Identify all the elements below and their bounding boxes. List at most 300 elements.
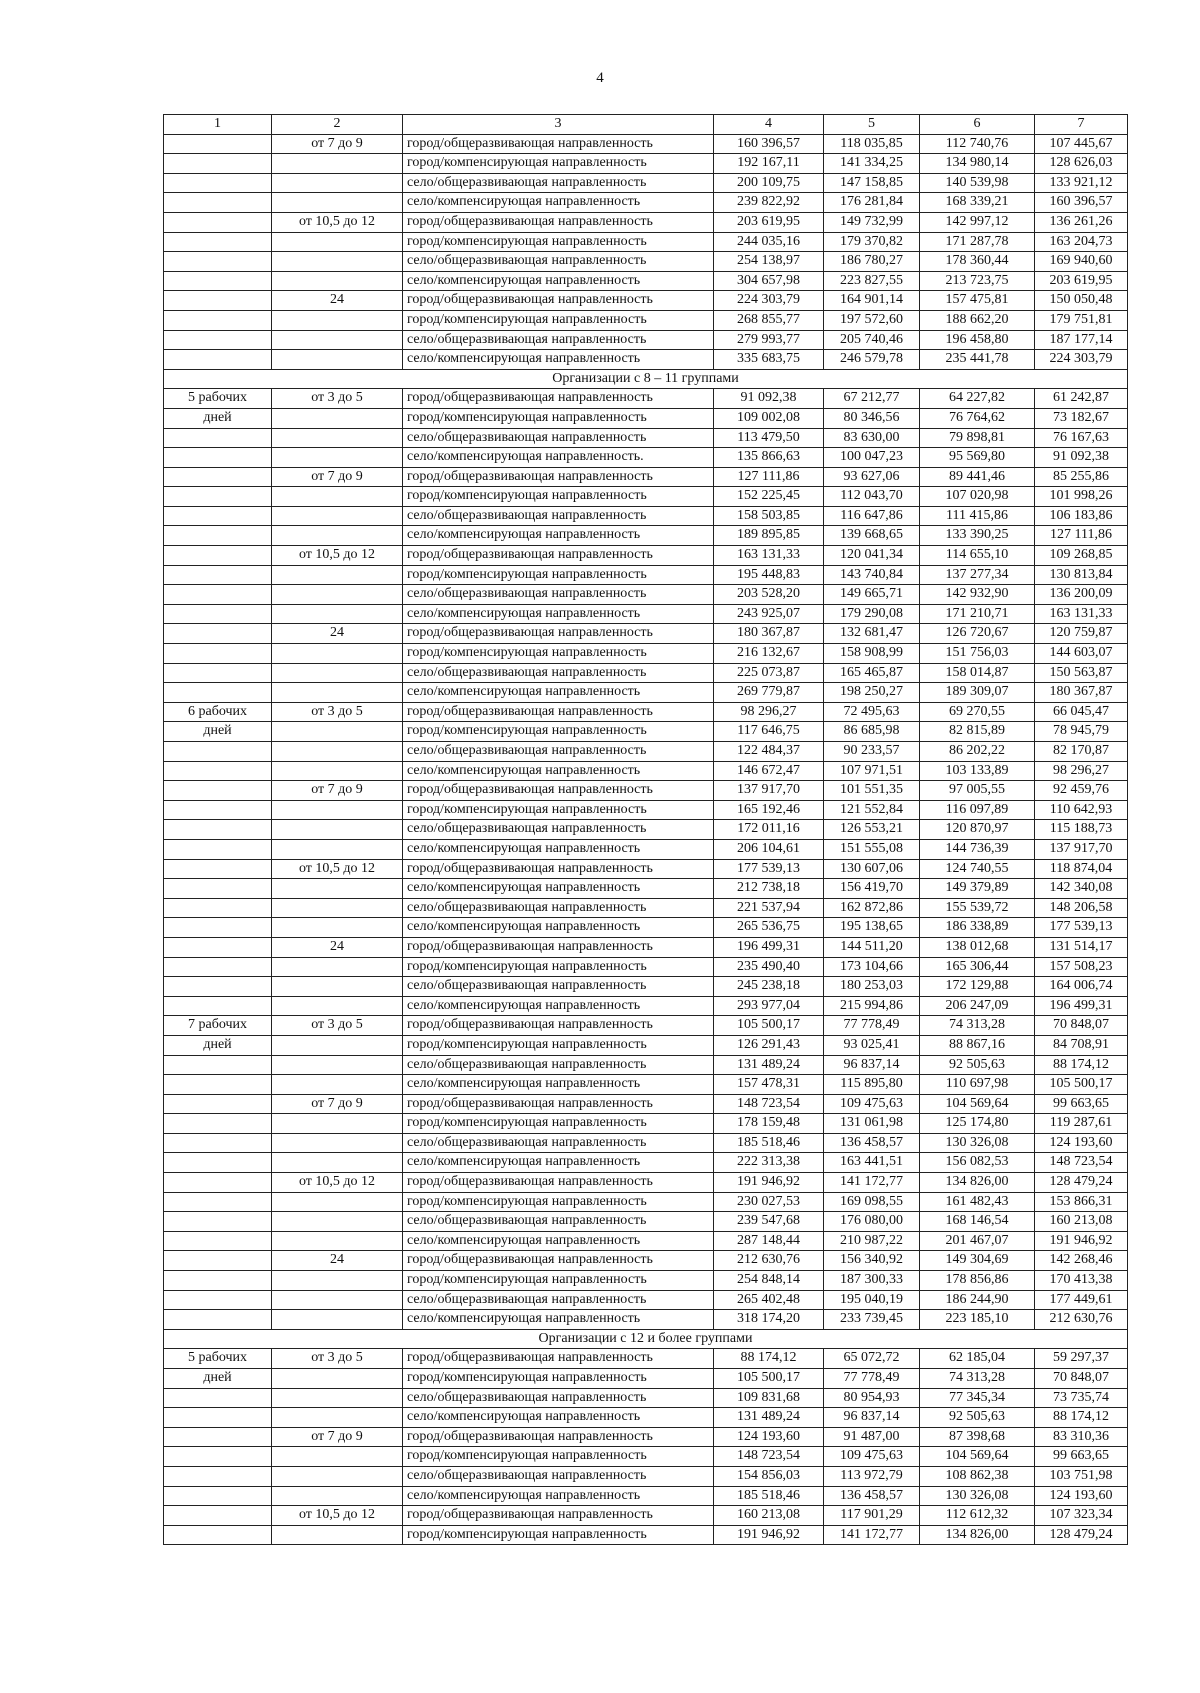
area-direction-cell: село/компенсирующая направленность	[403, 271, 714, 291]
hours-cell	[272, 310, 403, 330]
work-days-cell	[164, 957, 272, 977]
value-cell-col7: 128 479,24	[1035, 1525, 1128, 1545]
table-row	[164, 546, 1128, 566]
area-direction-cell: село/общеразвивающая направленность	[403, 742, 714, 762]
value-cell-col5: 113 972,79	[824, 1466, 920, 1486]
value-cell-col4: 245 238,18	[714, 977, 824, 997]
area-direction-cell: село/компенсирующая направленность	[403, 761, 714, 781]
hours-cell	[272, 1133, 403, 1153]
value-cell-col6: 79 898,81	[920, 428, 1035, 448]
value-cell-col6: 186 244,90	[920, 1290, 1035, 1310]
value-cell-col5: 139 668,65	[824, 526, 920, 546]
value-cell-col4: 195 448,83	[714, 565, 824, 585]
value-cell-col5: 67 212,77	[824, 389, 920, 409]
value-cell-col4: 91 092,38	[714, 389, 824, 409]
value-cell-col4: 304 657,98	[714, 271, 824, 291]
hours-cell	[272, 879, 403, 899]
value-cell-col5: 165 465,87	[824, 663, 920, 683]
value-cell-col6: 64 227,82	[920, 389, 1035, 409]
header-cell-5: 5	[824, 115, 920, 135]
value-cell-col6: 87 398,68	[920, 1427, 1035, 1447]
value-cell-col7: 133 921,12	[1035, 173, 1128, 193]
work-days-cell	[164, 1427, 272, 1447]
table-row	[164, 1231, 1128, 1251]
value-cell-col4: 160 213,08	[714, 1506, 824, 1526]
value-cell-col4: 189 895,85	[714, 526, 824, 546]
value-cell-col6: 144 736,39	[920, 839, 1035, 859]
value-cell-col5: 179 370,82	[824, 232, 920, 252]
value-cell-col5: 72 495,63	[824, 702, 920, 722]
work-days-cell	[164, 879, 272, 899]
value-cell-col4: 127 111,86	[714, 467, 824, 487]
hours-cell	[272, 800, 403, 820]
table-row	[164, 1133, 1128, 1153]
value-cell-col4: 235 490,40	[714, 957, 824, 977]
value-cell-col7: 73 182,67	[1035, 408, 1128, 428]
hours-cell	[272, 1408, 403, 1428]
table-row	[164, 800, 1128, 820]
value-cell-col7: 157 508,23	[1035, 957, 1128, 977]
work-days-cell	[164, 1094, 272, 1114]
value-cell-col7: 120 759,87	[1035, 624, 1128, 644]
value-cell-col5: 131 061,98	[824, 1114, 920, 1134]
value-cell-col6: 77 345,34	[920, 1388, 1035, 1408]
table-row	[164, 1192, 1128, 1212]
value-cell-col5: 116 647,86	[824, 506, 920, 526]
value-cell-col5: 65 072,72	[824, 1349, 920, 1369]
hours-cell	[272, 506, 403, 526]
value-cell-col5: 162 872,86	[824, 898, 920, 918]
value-cell-col7: 170 413,38	[1035, 1271, 1128, 1291]
value-cell-col4: 148 723,54	[714, 1094, 824, 1114]
value-cell-col4: 239 822,92	[714, 193, 824, 213]
table-row	[164, 565, 1128, 585]
value-cell-col5: 80 954,93	[824, 1388, 920, 1408]
table-row	[164, 134, 1128, 154]
area-direction-cell: село/компенсирующая направленность	[403, 604, 714, 624]
value-cell-col7: 131 514,17	[1035, 937, 1128, 957]
work-days-cell	[164, 1506, 272, 1526]
work-days-cell	[164, 173, 272, 193]
work-days-cell	[164, 487, 272, 507]
work-days-cell	[164, 350, 272, 370]
work-days-cell	[164, 506, 272, 526]
hours-cell	[272, 1486, 403, 1506]
hours-cell: от 3 до 5	[272, 1349, 403, 1369]
value-cell-col4: 335 683,75	[714, 350, 824, 370]
table-row	[164, 154, 1128, 174]
area-direction-cell: город/общеразвивающая направленность	[403, 702, 714, 722]
work-days-cell	[164, 918, 272, 938]
value-cell-col5: 77 778,49	[824, 1369, 920, 1389]
hours-cell	[272, 1388, 403, 1408]
hours-cell	[272, 1231, 403, 1251]
value-cell-col4: 124 193,60	[714, 1427, 824, 1447]
table-row	[164, 310, 1128, 330]
value-cell-col5: 141 172,77	[824, 1173, 920, 1193]
value-cell-col4: 269 779,87	[714, 683, 824, 703]
area-direction-cell: город/компенсирующая направленность	[403, 644, 714, 664]
value-cell-col7: 105 500,17	[1035, 1075, 1128, 1095]
table-row	[164, 1075, 1128, 1095]
area-direction-cell: город/компенсирующая направленность	[403, 487, 714, 507]
value-cell-col4: 279 993,77	[714, 330, 824, 350]
table-row	[164, 937, 1128, 957]
value-cell-col6: 97 005,55	[920, 781, 1035, 801]
value-cell-col4: 178 159,48	[714, 1114, 824, 1134]
value-cell-col7: 177 539,13	[1035, 918, 1128, 938]
value-cell-col4: 154 856,03	[714, 1466, 824, 1486]
value-cell-col6: 69 270,55	[920, 702, 1035, 722]
work-days-cell	[164, 585, 272, 605]
work-days-cell	[164, 252, 272, 272]
value-cell-col7: 59 297,37	[1035, 1349, 1128, 1369]
value-cell-col6: 201 467,07	[920, 1231, 1035, 1251]
value-cell-col6: 110 697,98	[920, 1075, 1035, 1095]
hours-cell: 24	[272, 291, 403, 311]
value-cell-col4: 196 499,31	[714, 937, 824, 957]
work-days-cell	[164, 310, 272, 330]
value-cell-col4: 113 479,50	[714, 428, 824, 448]
value-cell-col6: 74 313,28	[920, 1016, 1035, 1036]
hours-cell	[272, 1212, 403, 1232]
value-cell-col6: 213 723,75	[920, 271, 1035, 291]
value-cell-col6: 95 569,80	[920, 448, 1035, 468]
area-direction-cell: город/общеразвивающая направленность	[403, 859, 714, 879]
hours-cell	[272, 1310, 403, 1330]
hours-cell	[272, 232, 403, 252]
value-cell-col7: 107 445,67	[1035, 134, 1128, 154]
value-cell-col5: 115 895,80	[824, 1075, 920, 1095]
value-cell-col4: 148 723,54	[714, 1447, 824, 1467]
value-cell-col5: 180 253,03	[824, 977, 920, 997]
area-direction-cell: село/общеразвивающая направленность	[403, 506, 714, 526]
value-cell-col5: 120 041,34	[824, 546, 920, 566]
value-cell-col7: 101 998,26	[1035, 487, 1128, 507]
value-cell-col4: 243 925,07	[714, 604, 824, 624]
value-cell-col6: 142 997,12	[920, 212, 1035, 232]
area-direction-cell: город/компенсирующая направленность	[403, 408, 714, 428]
area-direction-cell: село/общеразвивающая направленность	[403, 663, 714, 683]
table-row	[164, 761, 1128, 781]
hours-cell: от 7 до 9	[272, 781, 403, 801]
hours-cell	[272, 526, 403, 546]
value-cell-col4: 192 167,11	[714, 154, 824, 174]
value-cell-col7: 103 751,98	[1035, 1466, 1128, 1486]
value-cell-col5: 151 555,08	[824, 839, 920, 859]
value-cell-col7: 144 603,07	[1035, 644, 1128, 664]
value-cell-col6: 92 505,63	[920, 1408, 1035, 1428]
value-cell-col4: 135 866,63	[714, 448, 824, 468]
value-cell-col6: 196 458,80	[920, 330, 1035, 350]
hours-cell	[272, 957, 403, 977]
value-cell-col7: 83 310,36	[1035, 1427, 1128, 1447]
value-cell-col6: 108 862,38	[920, 1466, 1035, 1486]
table-row	[164, 1388, 1128, 1408]
table-row	[164, 1486, 1128, 1506]
hours-cell	[272, 1290, 403, 1310]
value-cell-col5: 186 780,27	[824, 252, 920, 272]
area-direction-cell: город/компенсирующая направленность	[403, 310, 714, 330]
value-cell-col6: 62 185,04	[920, 1349, 1035, 1369]
value-cell-col7: 70 848,07	[1035, 1016, 1128, 1036]
hours-cell	[272, 1153, 403, 1173]
table-row	[164, 879, 1128, 899]
hours-cell	[272, 742, 403, 762]
area-direction-cell: село/общеразвивающая направленность	[403, 820, 714, 840]
hours-cell	[272, 487, 403, 507]
area-direction-cell: село/общеразвивающая направленность	[403, 173, 714, 193]
table-row	[164, 1349, 1128, 1369]
table-row	[164, 1251, 1128, 1271]
value-cell-col7: 169 940,60	[1035, 252, 1128, 272]
hours-cell	[272, 898, 403, 918]
work-days-cell	[164, 742, 272, 762]
hours-cell	[272, 408, 403, 428]
value-cell-col6: 171 287,78	[920, 232, 1035, 252]
work-days-cell	[164, 663, 272, 683]
value-cell-col7: 128 626,03	[1035, 154, 1128, 174]
value-cell-col7: 142 268,46	[1035, 1251, 1128, 1271]
table-row	[164, 1408, 1128, 1428]
hours-cell	[272, 350, 403, 370]
value-cell-col4: 131 489,24	[714, 1408, 824, 1428]
value-cell-col6: 133 390,25	[920, 526, 1035, 546]
value-cell-col7: 98 296,27	[1035, 761, 1128, 781]
hours-cell	[272, 1271, 403, 1291]
value-cell-col5: 80 346,56	[824, 408, 920, 428]
value-cell-col6: 172 129,88	[920, 977, 1035, 997]
hours-cell	[272, 604, 403, 624]
value-cell-col6: 134 980,14	[920, 154, 1035, 174]
area-direction-cell: город/компенсирующая направленность	[403, 722, 714, 742]
value-cell-col5: 136 458,57	[824, 1486, 920, 1506]
value-cell-col5: 169 098,55	[824, 1192, 920, 1212]
area-direction-cell: село/компенсирующая направленность	[403, 1153, 714, 1173]
value-cell-col7: 119 287,61	[1035, 1114, 1128, 1134]
work-days-cell	[164, 977, 272, 997]
value-cell-col4: 152 225,45	[714, 487, 824, 507]
value-cell-col5: 107 971,51	[824, 761, 920, 781]
value-cell-col4: 131 489,24	[714, 1055, 824, 1075]
hours-cell: от 3 до 5	[272, 1016, 403, 1036]
work-days-cell	[164, 154, 272, 174]
work-days-cell: дней	[164, 1035, 272, 1055]
value-cell-col7: 163 204,73	[1035, 232, 1128, 252]
value-cell-col4: 254 138,97	[714, 252, 824, 272]
table-row	[164, 996, 1128, 1016]
hours-cell: от 3 до 5	[272, 389, 403, 409]
value-cell-col6: 82 815,89	[920, 722, 1035, 742]
value-cell-col7: 124 193,60	[1035, 1133, 1128, 1153]
work-days-cell: 6 рабочих	[164, 702, 272, 722]
hours-cell	[272, 722, 403, 742]
value-cell-col6: 126 720,67	[920, 624, 1035, 644]
hours-cell	[272, 683, 403, 703]
value-cell-col4: 146 672,47	[714, 761, 824, 781]
value-cell-col4: 265 536,75	[714, 918, 824, 938]
area-direction-cell: село/компенсирующая направленность	[403, 1408, 714, 1428]
value-cell-col5: 117 901,29	[824, 1506, 920, 1526]
work-days-cell	[164, 800, 272, 820]
work-days-cell	[164, 1310, 272, 1330]
table-row	[164, 408, 1128, 428]
value-cell-col7: 127 111,86	[1035, 526, 1128, 546]
section-row	[164, 1329, 1128, 1349]
table-row	[164, 291, 1128, 311]
work-days-cell	[164, 624, 272, 644]
table-row	[164, 644, 1128, 664]
value-cell-col4: 200 109,75	[714, 173, 824, 193]
value-cell-col7: 128 479,24	[1035, 1173, 1128, 1193]
header-cell-3: 3	[403, 115, 714, 135]
value-cell-col4: 177 539,13	[714, 859, 824, 879]
area-direction-cell: город/общеразвивающая направленность	[403, 1506, 714, 1526]
work-days-cell	[164, 428, 272, 448]
table-row	[164, 1016, 1128, 1036]
table-row	[164, 487, 1128, 507]
hours-cell	[272, 1114, 403, 1134]
area-direction-cell: село/общеразвивающая направленность	[403, 428, 714, 448]
table-row	[164, 859, 1128, 879]
value-cell-col6: 223 185,10	[920, 1310, 1035, 1330]
table-row	[164, 604, 1128, 624]
value-cell-col5: 132 681,47	[824, 624, 920, 644]
value-cell-col5: 121 552,84	[824, 800, 920, 820]
value-cell-col4: 137 917,70	[714, 781, 824, 801]
area-direction-cell: город/общеразвивающая направленность	[403, 1094, 714, 1114]
table-row	[164, 977, 1128, 997]
value-cell-col5: 101 551,35	[824, 781, 920, 801]
table-row	[164, 1271, 1128, 1291]
area-direction-cell: село/компенсирующая направленность	[403, 683, 714, 703]
value-cell-col7: 187 177,14	[1035, 330, 1128, 350]
table-row	[164, 1427, 1128, 1447]
work-days-cell	[164, 859, 272, 879]
header-row	[164, 115, 1128, 135]
value-cell-col5: 118 035,85	[824, 134, 920, 154]
value-cell-col7: 109 268,85	[1035, 546, 1128, 566]
area-direction-cell: село/общеразвивающая направленность	[403, 252, 714, 272]
value-cell-col4: 157 478,31	[714, 1075, 824, 1095]
hours-cell	[272, 1466, 403, 1486]
value-cell-col4: 203 619,95	[714, 212, 824, 232]
hours-cell	[272, 565, 403, 585]
value-cell-col6: 137 277,34	[920, 565, 1035, 585]
value-cell-col5: 195 138,65	[824, 918, 920, 938]
hours-cell: от 7 до 9	[272, 467, 403, 487]
value-cell-col5: 83 630,00	[824, 428, 920, 448]
value-cell-col5: 93 025,41	[824, 1035, 920, 1055]
value-cell-col4: 206 104,61	[714, 839, 824, 859]
hours-cell	[272, 1035, 403, 1055]
work-days-cell	[164, 1447, 272, 1467]
value-cell-col7: 160 213,08	[1035, 1212, 1128, 1232]
table-row	[164, 428, 1128, 448]
value-cell-col6: 111 415,86	[920, 506, 1035, 526]
table-row	[164, 389, 1128, 409]
value-cell-col4: 244 035,16	[714, 232, 824, 252]
value-cell-col4: 191 946,92	[714, 1525, 824, 1545]
value-cell-col5: 173 104,66	[824, 957, 920, 977]
table-row	[164, 1310, 1128, 1330]
area-direction-cell: город/компенсирующая направленность	[403, 1369, 714, 1389]
value-cell-col7: 88 174,12	[1035, 1408, 1128, 1428]
value-cell-col7: 224 303,79	[1035, 350, 1128, 370]
value-cell-col5: 205 740,46	[824, 330, 920, 350]
value-cell-col4: 224 303,79	[714, 291, 824, 311]
work-days-cell	[164, 898, 272, 918]
value-cell-col7: 78 945,79	[1035, 722, 1128, 742]
value-cell-col5: 164 901,14	[824, 291, 920, 311]
value-cell-col5: 93 627,06	[824, 467, 920, 487]
value-cell-col4: 230 027,53	[714, 1192, 824, 1212]
value-cell-col4: 122 484,37	[714, 742, 824, 762]
value-cell-col7: 61 242,87	[1035, 389, 1128, 409]
table-row	[164, 781, 1128, 801]
value-cell-col5: 163 441,51	[824, 1153, 920, 1173]
value-cell-col7: 130 813,84	[1035, 565, 1128, 585]
area-direction-cell: город/компенсирующая направленность	[403, 1447, 714, 1467]
value-cell-col6: 186 338,89	[920, 918, 1035, 938]
hours-cell	[272, 839, 403, 859]
area-direction-cell: город/общеразвивающая направленность	[403, 1251, 714, 1271]
work-days-cell	[164, 1290, 272, 1310]
work-days-cell	[164, 1173, 272, 1193]
area-direction-cell: город/компенсирующая направленность	[403, 232, 714, 252]
area-direction-cell: город/компенсирующая направленность	[403, 1192, 714, 1212]
area-direction-cell: город/общеразвивающая направленность	[403, 291, 714, 311]
value-cell-col6: 168 146,54	[920, 1212, 1035, 1232]
area-direction-cell: село/общеразвивающая направленность	[403, 585, 714, 605]
work-days-cell	[164, 1466, 272, 1486]
value-cell-col5: 130 607,06	[824, 859, 920, 879]
area-direction-cell: село/общеразвивающая направленность	[403, 1133, 714, 1153]
area-direction-cell: село/общеразвивающая направленность	[403, 1388, 714, 1408]
value-cell-col7: 76 167,63	[1035, 428, 1128, 448]
table-row	[164, 271, 1128, 291]
value-cell-col6: 74 313,28	[920, 1369, 1035, 1389]
work-days-cell	[164, 1192, 272, 1212]
value-cell-col6: 157 475,81	[920, 291, 1035, 311]
value-cell-col6: 138 012,68	[920, 937, 1035, 957]
value-cell-col4: 163 131,33	[714, 546, 824, 566]
hours-cell	[272, 1192, 403, 1212]
area-direction-cell: село/компенсирующая направленность	[403, 1231, 714, 1251]
value-cell-col4: 239 547,68	[714, 1212, 824, 1232]
hours-cell: 24	[272, 937, 403, 957]
value-cell-col4: 216 132,67	[714, 644, 824, 664]
hours-cell: 24	[272, 624, 403, 644]
value-cell-col6: 235 441,78	[920, 350, 1035, 370]
table-row	[164, 1173, 1128, 1193]
section-title: Организации с 12 и более группами	[164, 1329, 1128, 1349]
hours-cell	[272, 448, 403, 468]
value-cell-col4: 318 174,20	[714, 1310, 824, 1330]
hours-cell	[272, 977, 403, 997]
value-cell-col5: 156 419,70	[824, 879, 920, 899]
area-direction-cell: город/компенсирующая направленность	[403, 1114, 714, 1134]
work-days-cell	[164, 1525, 272, 1545]
value-cell-col4: 265 402,48	[714, 1290, 824, 1310]
hours-cell	[272, 1075, 403, 1095]
value-cell-col7: 136 200,09	[1035, 585, 1128, 605]
value-cell-col7: 191 946,92	[1035, 1231, 1128, 1251]
value-cell-col5: 112 043,70	[824, 487, 920, 507]
area-direction-cell: село/общеразвивающая направленность	[403, 1290, 714, 1310]
work-days-cell: 5 рабочих	[164, 389, 272, 409]
table-row	[164, 526, 1128, 546]
